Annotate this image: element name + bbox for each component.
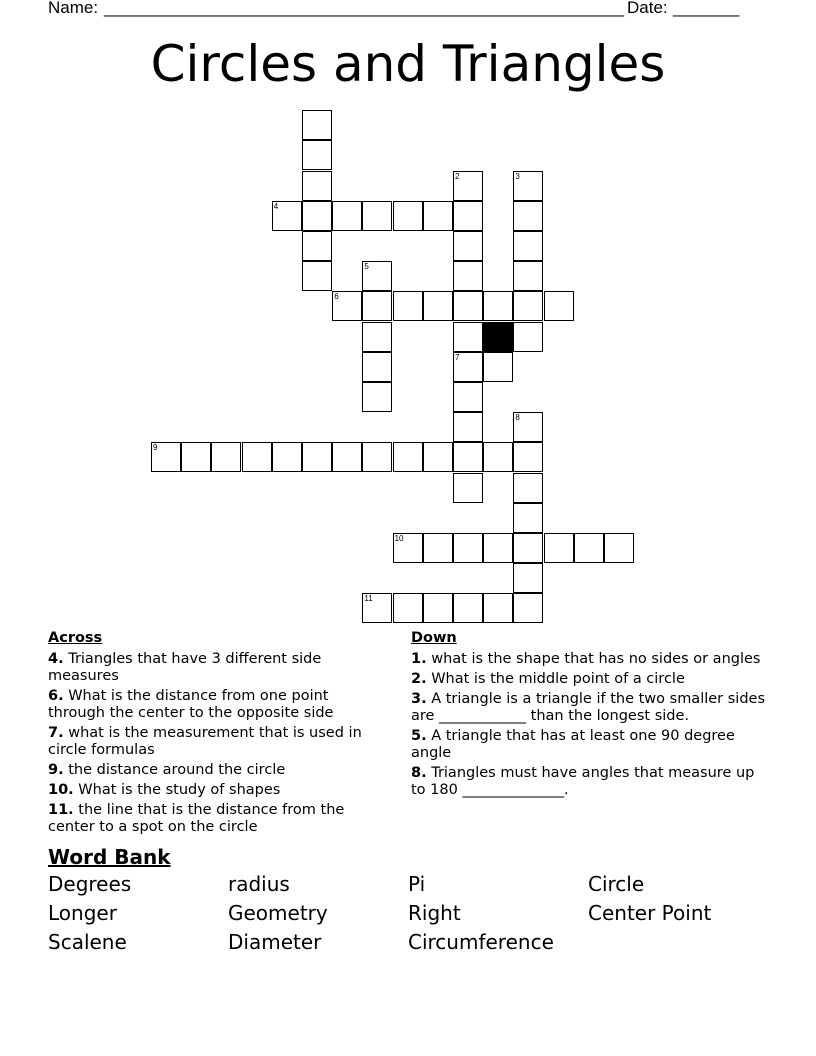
- crossword-cell[interactable]: [483, 533, 513, 563]
- word-bank-item: Right: [408, 901, 461, 925]
- crossword-cell[interactable]: [362, 261, 392, 291]
- clue-item: [411, 651, 771, 668]
- clue-item-number: 10.: [48, 782, 74, 798]
- clue-item-text: what is the measurement that is used in circle formulas: [48, 725, 362, 758]
- crossword-cell[interactable]: [453, 593, 483, 623]
- crossword-cell[interactable]: [453, 442, 483, 472]
- clue-item-number: 11.: [48, 802, 74, 818]
- crossword-cell[interactable]: [513, 171, 543, 201]
- crossword-cell[interactable]: [302, 110, 332, 140]
- clue-number: 7: [455, 352, 460, 362]
- clue-item-number: 3.: [411, 691, 427, 707]
- clue-number: 10: [394, 534, 404, 543]
- crossword-cell[interactable]: [453, 473, 483, 503]
- crossword-cell[interactable]: [423, 533, 453, 563]
- crossword-cell[interactable]: [272, 201, 302, 231]
- date-line: _______: [673, 0, 740, 17]
- crossword-cell[interactable]: [272, 442, 302, 472]
- clue-item: [411, 671, 771, 688]
- clue-item-text: What is the middle point of a circle: [426, 671, 685, 687]
- clue-item-text: What is the distance from one point through the center to the opposite side: [48, 688, 334, 721]
- clue-item: [411, 728, 771, 762]
- crossword-cell[interactable]: [513, 593, 543, 623]
- crossword-cell[interactable]: [393, 291, 423, 321]
- crossword-cell[interactable]: [453, 261, 483, 291]
- word-bank-item: Pi: [408, 872, 426, 896]
- crossword-cell[interactable]: [453, 352, 483, 382]
- clue-item: [48, 762, 388, 779]
- crossword-cell[interactable]: [302, 140, 332, 170]
- crossword-cell[interactable]: [483, 442, 513, 472]
- crossword-cell[interactable]: [453, 231, 483, 261]
- crossword-cell[interactable]: [181, 442, 211, 472]
- crossword-cell[interactable]: [513, 322, 543, 352]
- down-clues: [411, 630, 771, 802]
- clue-item-number: 1.: [411, 651, 427, 667]
- crossword-cell[interactable]: [513, 563, 543, 593]
- crossword-cell[interactable]: [332, 201, 362, 231]
- clue-item: [48, 688, 388, 722]
- crossword-cell[interactable]: [453, 291, 483, 321]
- crossword-cell[interactable]: [302, 231, 332, 261]
- clue-number: 8: [515, 413, 520, 423]
- crossword-cell[interactable]: [513, 533, 543, 563]
- crossword-cell[interactable]: [513, 231, 543, 261]
- crossword-cell[interactable]: [513, 291, 543, 321]
- crossword-cell[interactable]: [513, 412, 543, 442]
- clue-item-text: What is the study of shapes: [73, 782, 281, 798]
- crossword-cell[interactable]: [332, 291, 362, 321]
- word-bank-item: radius: [228, 872, 290, 896]
- clue-item-text: A triangle is a triangle if the two smaller sides are ____________ than the longest side.: [411, 691, 766, 724]
- crossword-cell[interactable]: [423, 593, 453, 623]
- word-bank-item: Degrees: [48, 872, 132, 896]
- crossword-cell[interactable]: [362, 352, 392, 382]
- clue-number: 2: [455, 171, 460, 181]
- clue-item: [48, 725, 388, 759]
- clue-item-number: 7.: [48, 725, 64, 741]
- date-label: Date:: [627, 0, 668, 17]
- crossword-cell[interactable]: [513, 442, 543, 472]
- crossword-cell[interactable]: [393, 533, 423, 563]
- down-heading: Down: [411, 630, 457, 646]
- crossword-cell[interactable]: [483, 593, 513, 623]
- crossword-cell[interactable]: [242, 442, 272, 472]
- crossword-cell[interactable]: [544, 291, 574, 321]
- crossword-cell[interactable]: [393, 593, 423, 623]
- crossword-cell[interactable]: [483, 352, 513, 382]
- clue-item-number: 2.: [411, 671, 427, 687]
- clue-number: 6: [334, 292, 339, 302]
- crossword-cell[interactable]: [332, 442, 362, 472]
- word-bank-item: Circumference: [408, 930, 554, 954]
- crossword-cell[interactable]: [423, 442, 453, 472]
- crossword-cell[interactable]: [151, 442, 181, 472]
- across-heading: Across: [48, 630, 103, 646]
- clue-item-text: A triangle that has at least one 90 degree angle: [411, 728, 735, 761]
- clue-number: 3: [515, 171, 520, 181]
- word-bank: [48, 872, 788, 955]
- crossword-cell[interactable]: [423, 201, 453, 231]
- crossword-cell[interactable]: [483, 291, 513, 321]
- crossword-cell[interactable]: [302, 261, 332, 291]
- crossword-cell[interactable]: [362, 442, 392, 472]
- crossword-cell[interactable]: [453, 171, 483, 201]
- clue-item-number: 4.: [48, 651, 64, 667]
- crossword-cell[interactable]: [393, 201, 423, 231]
- word-bank-item: Circle: [588, 872, 645, 896]
- crossword-cell[interactable]: [362, 322, 392, 352]
- clue-item-number: 6.: [48, 688, 64, 704]
- clue-item: [48, 651, 388, 685]
- crossword-cell[interactable]: [453, 533, 483, 563]
- crossword-cell[interactable]: [453, 382, 483, 412]
- clue-item-text: the line that is the distance from the center to a spot on the circle: [48, 802, 345, 835]
- clue-number: 11: [364, 594, 373, 604]
- clue-item: [411, 691, 771, 725]
- word-bank-title: Word Bank: [48, 845, 171, 869]
- crossword-cell[interactable]: [574, 533, 604, 563]
- crossword-cell[interactable]: [453, 201, 483, 231]
- crossword-cell[interactable]: [302, 171, 332, 201]
- crossword-cell[interactable]: [453, 412, 483, 442]
- crossword-cell[interactable]: [604, 533, 634, 563]
- word-bank-item: Scalene: [48, 930, 127, 954]
- clue-number: 4: [273, 201, 279, 211]
- word-bank-item: Longer: [48, 901, 117, 925]
- clue-item: [48, 802, 388, 836]
- crossword-cell[interactable]: [513, 503, 543, 533]
- clue-item-text: Triangles must have angles that measure up to 180 ______________.: [411, 765, 755, 798]
- crossword-cell[interactable]: [362, 201, 392, 231]
- crossword-cell[interactable]: [544, 533, 574, 563]
- clue-item: [48, 782, 388, 799]
- crossword-cell[interactable]: [302, 201, 332, 231]
- crossword-cell[interactable]: [453, 322, 483, 352]
- clue-item-number: 5.: [411, 728, 427, 744]
- crossword-cell[interactable]: [362, 291, 392, 321]
- crossword-cell[interactable]: [513, 473, 543, 503]
- clue-number: 9: [153, 443, 158, 453]
- page-title: Circles and Triangles: [150, 35, 666, 93]
- clue-number: 5: [364, 262, 369, 272]
- name-label: Name:: [48, 0, 99, 17]
- clue-item-text: Triangles that have 3 different side measures: [48, 651, 322, 684]
- crossword-cell[interactable]: [211, 442, 241, 472]
- clue-item: [411, 765, 771, 799]
- clue-item-text: the distance around the circle: [63, 762, 286, 778]
- name-line: _______________________________________________________: [104, 0, 625, 17]
- crossword-cell[interactable]: [302, 442, 332, 472]
- crossword-cell[interactable]: [423, 291, 453, 321]
- across-clues: [48, 630, 388, 839]
- crossword-cell[interactable]: [362, 593, 392, 623]
- crossword-cell[interactable]: [393, 442, 423, 472]
- word-bank-item: Geometry: [228, 901, 328, 925]
- word-bank-item: Center Point: [588, 901, 712, 925]
- crossword-cell[interactable]: [362, 382, 392, 412]
- clue-item-text: what is the shape that has no sides or angles: [426, 651, 761, 667]
- word-bank-item: Diameter: [228, 930, 322, 954]
- black-cell: [483, 322, 513, 352]
- clue-item-number: 8.: [411, 765, 427, 781]
- clue-item-number: 9.: [48, 762, 64, 778]
- crossword-cell[interactable]: [513, 261, 543, 291]
- crossword-cell[interactable]: [513, 201, 543, 231]
